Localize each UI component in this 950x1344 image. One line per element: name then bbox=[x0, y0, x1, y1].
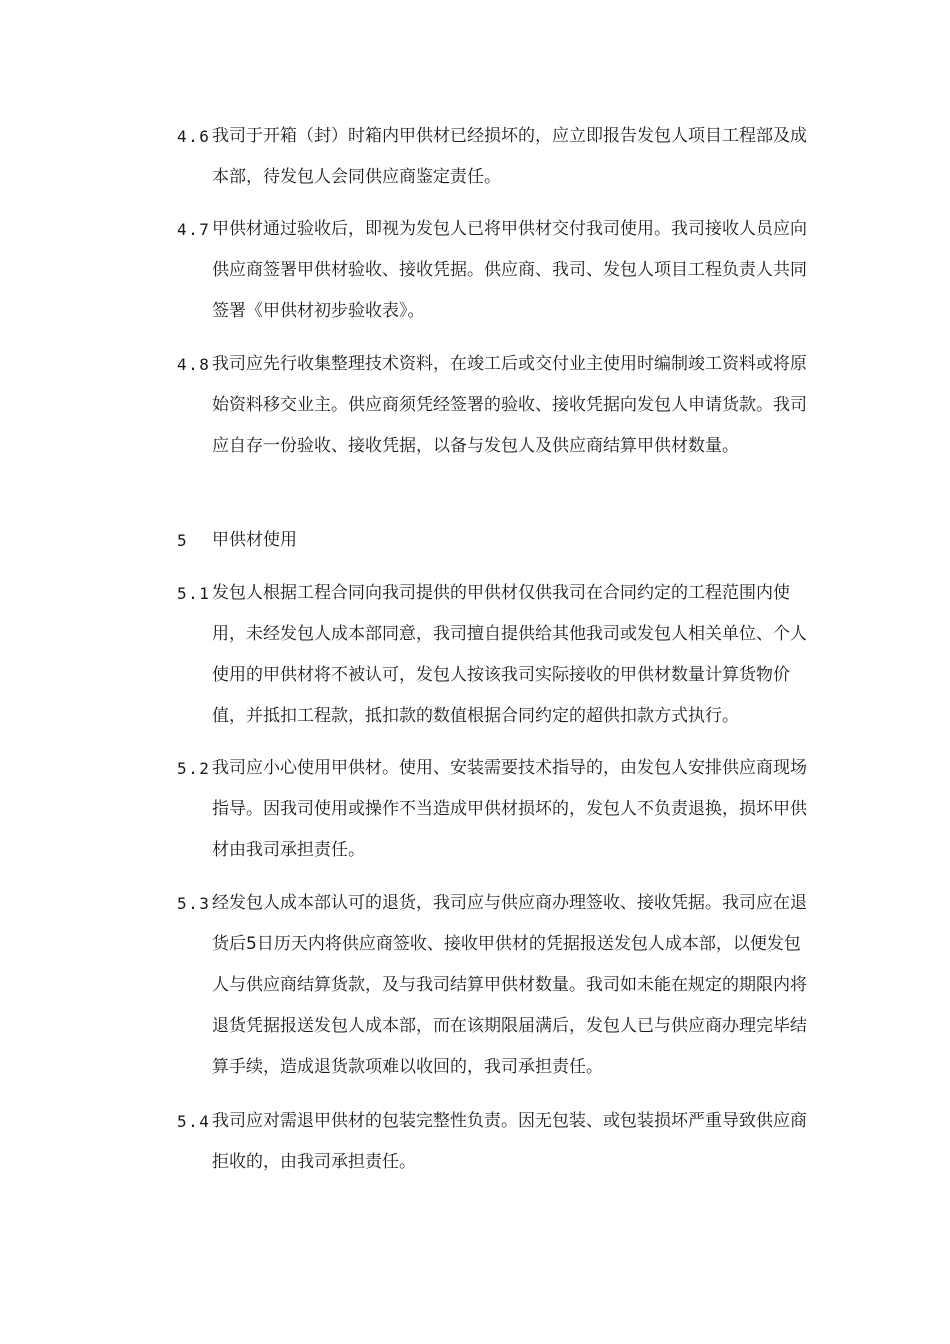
section-number: 5 bbox=[177, 531, 189, 550]
clause-text: 甲供材通过验收后，即视为发包人已将甲供材交付我司使用。我司接收人员应向供应商签署甲供材验收、接收凭据。供应商、我司、发包人项目工程负责人共同签署《甲供材初步验收表》。 bbox=[212, 219, 807, 321]
clause-number: 4.7 bbox=[177, 220, 211, 239]
clause-number: 5.1 bbox=[177, 584, 211, 603]
clause-text: 我司于开箱（封）时箱内甲供材已经损坏的，应立即报告发包人项目工程部及成本部，待发包人会同供应商鉴定责任。 bbox=[212, 126, 807, 187]
clause-text: 我司应先行收集整理技术资料，在竣工后或交付业主使用时编制竣工资料或将原始资料移交业主。供应商须凭经签署的验收、接收凭据向发包人申请货款。我司应自存一份验收、接收凭据，以备与发包人及供应商结算甲供材数量。 bbox=[212, 354, 807, 456]
clause-number: 4.6 bbox=[177, 127, 211, 146]
clause-text: 我司应小心使用甲供材。使用、安装需要技术指导的，由发包人安排供应商现场指导。因我司使用或操作不当造成甲供材损坏的，发包人不负责退换，损坏甲供材由我司承担责任。 bbox=[212, 758, 807, 860]
clause-text: 我司应对需退甲供材的包装完整性负责。因无包装、或包装损坏严重导致供应商拒收的，由我司承担责任。 bbox=[212, 1111, 807, 1172]
clause-number: 5.4 bbox=[177, 1112, 211, 1131]
clause-number: 5.3 bbox=[177, 894, 211, 913]
clause-text: 经发包人成本部认可的退货，我司应与供应商办理签收、接收凭据。我司应在退货后5日历天内将供应商签收、接收甲供材的凭据报送发包人成本部，以便发包人与供应商结算货款，及与我司结算甲供材数量。我司如未能在规定的期限内将退货凭据报送发包人成本部，而在该期限届满后，发包人已与供应商办理完毕结算手续，造成退货款项难以收回的，我司承担责任。 bbox=[212, 893, 807, 1077]
section-title: 甲供材使用 bbox=[212, 530, 297, 550]
clause-text: 发包人根据工程合同向我司提供的甲供材仅供我司在合同约定的工程范围内使用，未经发包人成本部同意，我司擅自提供给其他我司或发包人相关单位、个人使用的甲供材将不被认可，发包人按该我司实际接收的甲供材数量计算货物价值，并抵扣工程款，抵扣款的数值根据合同约定的超供扣款方式执行。 bbox=[212, 583, 807, 726]
clause-number: 4.8 bbox=[177, 355, 211, 374]
clause-number: 5.2 bbox=[177, 759, 211, 778]
